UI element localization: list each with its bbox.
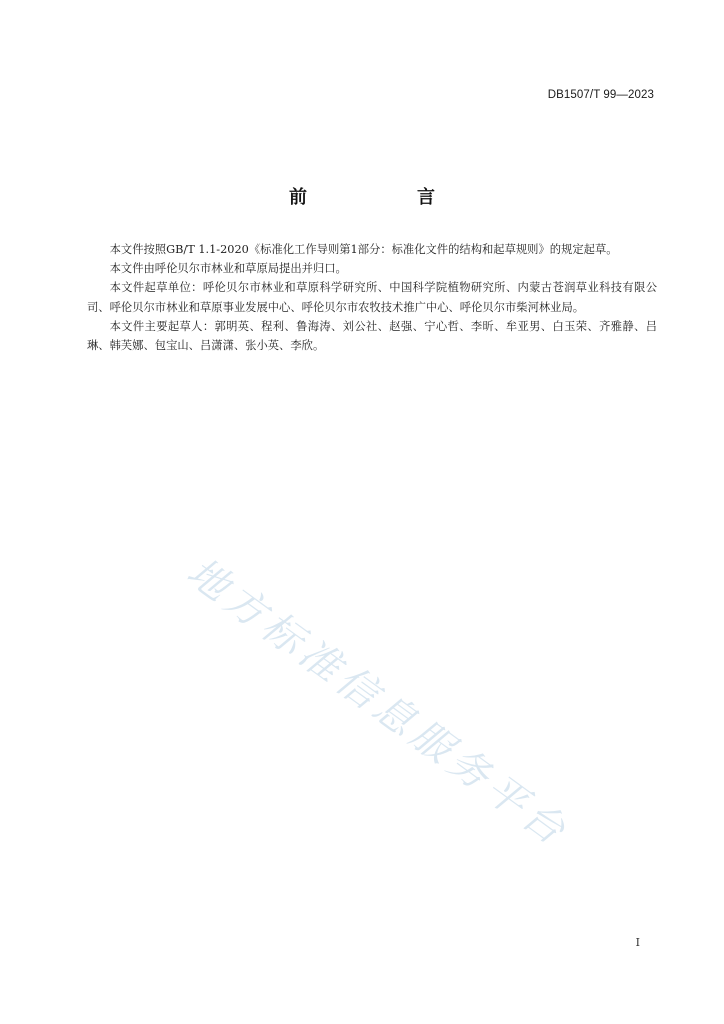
standard-code: DB1507/T 99—2023 — [547, 89, 654, 101]
watermark: 地方标准信息服务平台 — [178, 549, 578, 857]
paragraph-drafting-rules: 本文件按照GB/T 1.1-2020《标准化工作导则第1部分：标准化文件的结构和起草规则》的规定起草。 — [109, 243, 618, 256]
paragraph-drafting-units: 本文件起草单位：呼伦贝尔市林业和草原科学研究所、中国科学院植物研究所、内蒙古苍润草业科技有限公司、呼伦贝尔市林业和草原事业发展中心、呼伦贝尔市农牧技术推广中心、呼伦贝尔市柴河林业局。 — [87, 281, 657, 314]
page-number: I — [635, 936, 640, 949]
page-title: 前 言 — [289, 187, 481, 208]
paragraph-drafters: 本文件主要起草人：郭明英、程利、鲁海涛、刘公社、赵强、宁心哲、李昕、牟亚男、白玉荣、齐雅静、吕琳、韩芙娜、包宝山、吕潇潇、张小英、李欣。 — [87, 319, 657, 353]
body-text — [87, 240, 657, 355]
paragraph-proposer: 本文件由呼伦贝尔市林业和草原局提出并归口。 — [109, 262, 347, 276]
